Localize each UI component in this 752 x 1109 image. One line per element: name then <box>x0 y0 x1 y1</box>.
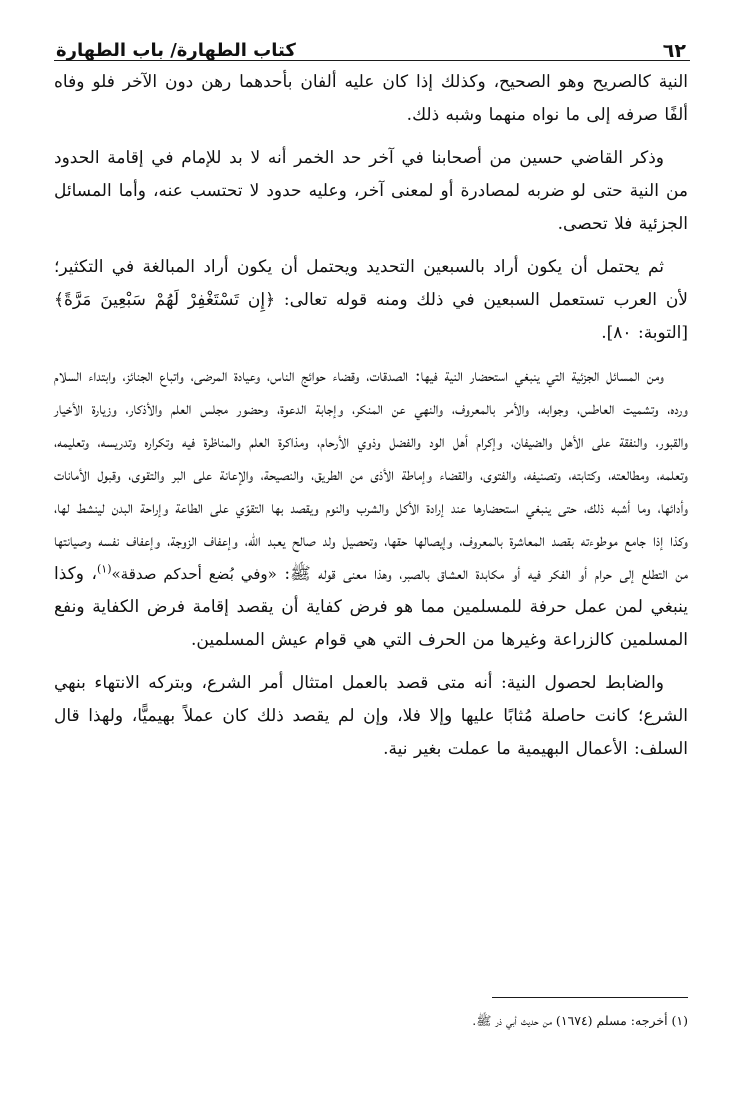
paragraph-5 <box>54 667 688 766</box>
paragraph-5-text: والضابط لحصول النية: أنه متى قصد بالعمل امتثال أمر الشرع، وبتركه الانتهاء بنهي الشرع؛ كانت حاصلة مُثابًا عليها وإلا فلا، وإن لم يقصد ذلك كان عملاً بهيميًّا، ولهذا قال السلف: الأعمال البهيمية ما عملت بغير نية. <box>54 673 688 759</box>
paragraph-3-text-after: [التوبة: ٨٠]. <box>601 323 688 343</box>
paragraph-4-text-after: ، وكذا ينبغي لمن عمل حرفة للمسلمين مما هو فرض كفاية أن يقصد إقامة فرض الكفاية ونفع المسلمين كالزراعة وغيرها من الحرف التي هي قوام عيش المسلمين. <box>54 564 688 650</box>
running-title: كتاب الطهارة/ باب الطهارة <box>56 40 296 61</box>
paragraph-2 <box>54 142 688 241</box>
paragraph-1 <box>54 66 688 132</box>
page-header <box>56 26 686 62</box>
paragraph-4-text-before: ومن المسائل الجزئية التي ينبغي استحضار النية فيها: الصدقات، وقضاء حوائج الناس، وعيادة المرضى، واتباع الجنائز، وابتداء السلام ورده، وتشميت العاطس، وجوابه، والأمر بالمعروف، والنهي عن المنكر، وإجابة الدعوة، وحضور مجلس العلم والأذكار، وزيارة الأخيار والقبور، والنفقة على الأهل والضيفان، وإكرام أهل الود والفضل وذوي الأرحام، ومذاكرة العلم والمناظرة فيه وتكراره وتدريسه، وتعليمه، وتعلمه، ومطالعته، وكتابته، وتصنيفه، والفتوى، والقضاء وإماطة الأذى من الطريق، والنصيحة، والإعانة على البر والتقوى، وقبول الأمانات وأدائها، وما أشبه ذلك، حتى ينبغي استحضارها عند إرادة الأكل والشرب والنوم ويقصد بها التقوّي على الطاعة وإراحة البدن لينشط لها، وكذا إذا جامع موطوءته بقصد المعاشرة بالمعروف، وإيصالها حقها، وتحصيل ولد صالح يعبد الله، وإعفاف الزوجة، وإعفاف نفسه وصيانتها من التطلع إلى حرام أو الفكر فيه أو مكابدة العشاق بالصبر، وهذا معنى قوله ﷺ: <box>54 366 688 584</box>
paragraph-3 <box>54 251 688 350</box>
paragraph-1-text: النية كالصريح وهو الصحيح، وكذلك إذا كان عليه ألفان بأحدهما رهن دون الآخر فلو وفاه ألفًا صرفه إلى ما نواه منهما وشبه ذلك. <box>54 72 688 125</box>
hadith-quote: «وفي بُضع أحدكم صدقة» <box>111 565 277 583</box>
paragraph-3-text-before: ثم يحتمل أن يكون أراد بالسبعين التحديد ويحتمل أن يكون أراد المبالغة في التكثير؛ لأن العرب تستعمل السبعين في ذلك ومنه قوله تعالى: <box>54 257 688 310</box>
page-number: ٦٢ <box>662 40 686 62</box>
footnote-divider <box>492 997 688 998</box>
paragraph-4 <box>54 360 688 657</box>
paragraph-2-text: وذكر القاضي حسين من أصحابنا في آخر حد الخمر أنه لا بد للإمام في إقامة الحدود من النية حتى لو ضربه لمصادرة أو لمعنى آخر، وعليه حدود لا تحتسب عنه، وأما المسائل الجزئية فلا تحصى. <box>54 148 688 234</box>
body-text <box>54 66 688 776</box>
footnote-reference: (١) <box>96 562 112 576</box>
footnote: (١) أخرجه: مسلم (١٦٧٤) من حديث أبي ذر ﷺ. <box>472 1013 688 1028</box>
quran-verse: ﴿إِن تَسْتَغْفِرْ لَهُمْ سَبْعِينَ مَرَّةً﴾ <box>54 290 276 310</box>
header-divider <box>54 60 690 61</box>
